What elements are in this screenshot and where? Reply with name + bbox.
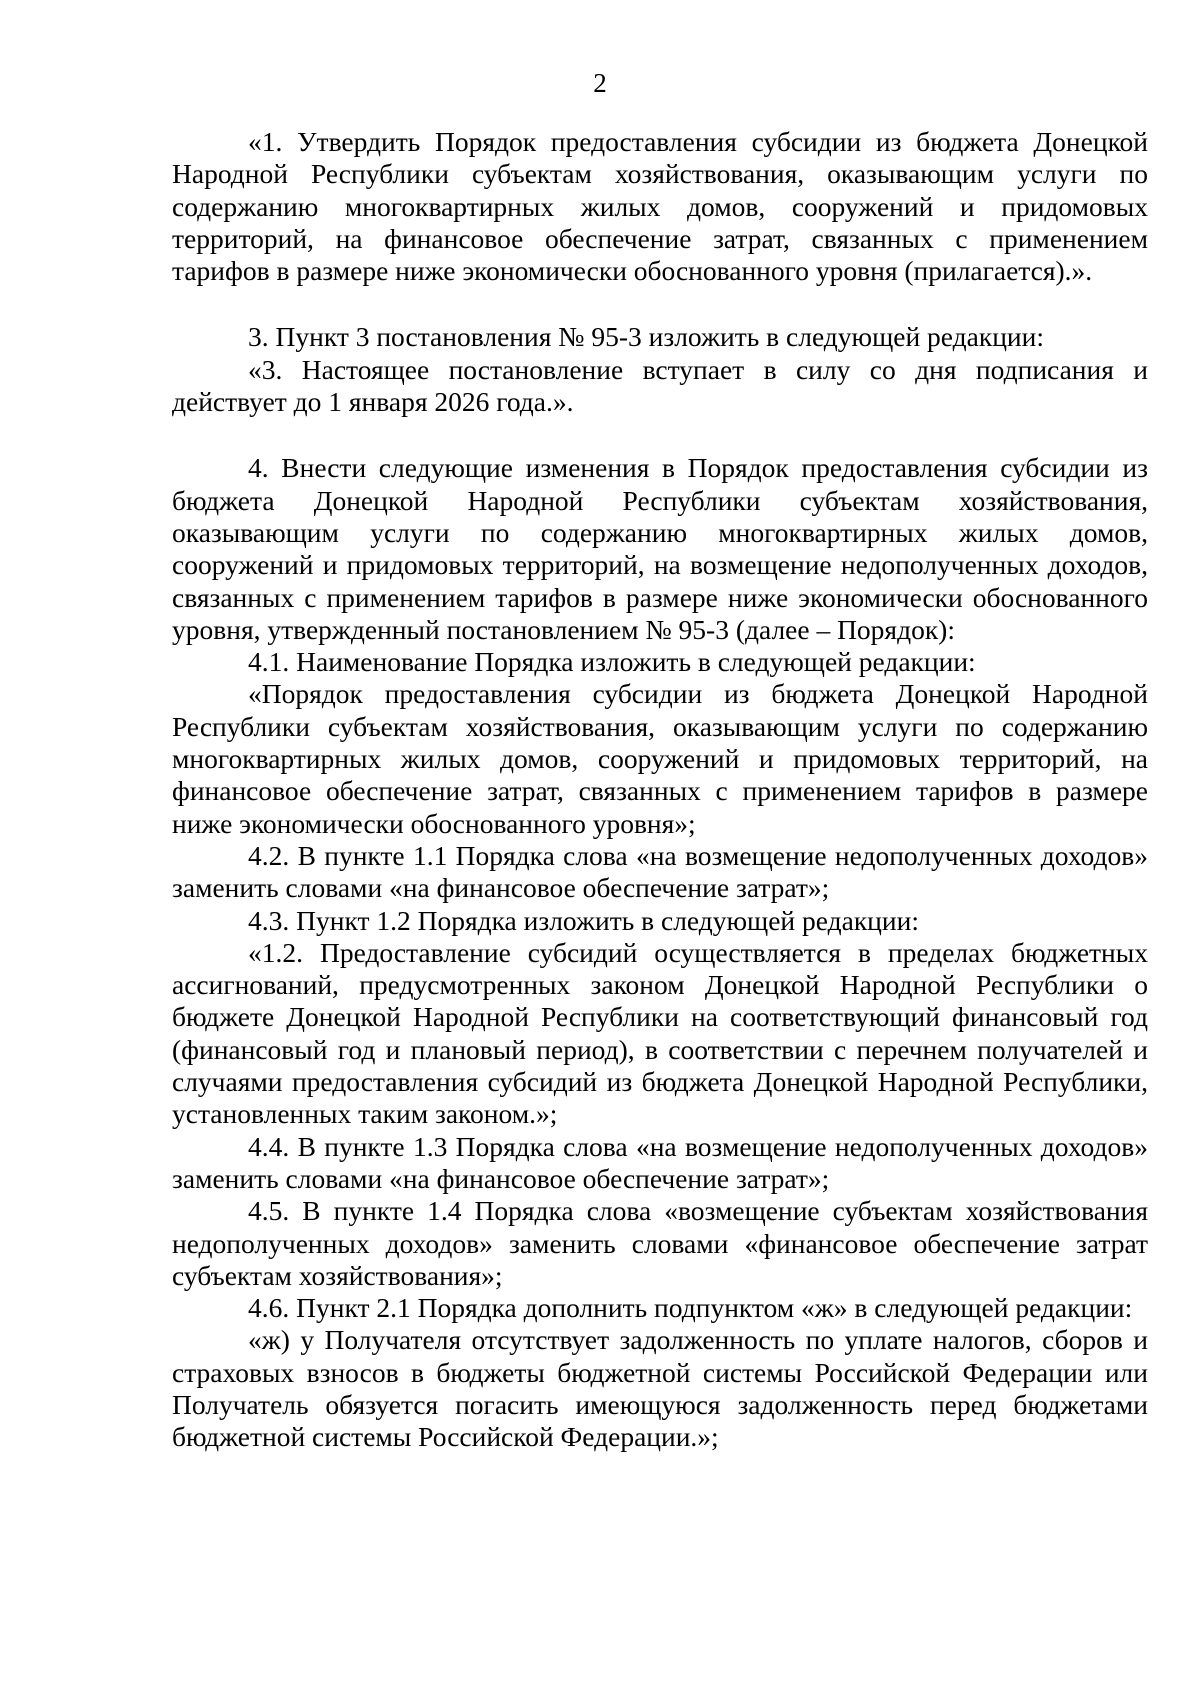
paragraph-item-3-quote: «3. Настоящее постановление вступает в силу со дня подписания и действует до 1 января 2026 года.». xyxy=(172,353,1148,418)
paragraph-item-4-3: 4.3. Пункт 1.2 Порядка изложить в следующей редакции: xyxy=(248,904,919,936)
paragraph-item-4-5: 4.5. В пункте 1.4 Порядка слова «возмещение субъектам хозяйствования недополученных доходов» заменить словами «финансовое обеспечение затрат субъектам хозяйствования»; xyxy=(172,1195,1148,1291)
paragraph-item-4-2: 4.2. В пункте 1.1 Порядка слова «на возмещение недополученных доходов» заменить словами «на финансовое обеспечение затрат»; xyxy=(172,839,1148,904)
paragraph-item-4: 4. Внести следующие изменения в Порядок предоставления субсидии из бюджета Донецкой Народной Республики субъектам хозяйствования, оказывающим услуги по содержанию многоквартирных жилых домов, сооружений и придомовых территорий, на возмещение недополученных доходов, связанных с применением тарифов в размере ниже экономически обоснованного уровня, утвержденный постановлением № 95-3 (далее – Порядок): xyxy=(172,452,1148,645)
page-number: 2 xyxy=(593,68,607,98)
paragraph-spacer xyxy=(172,418,1148,452)
paragraph-item-4-4: 4.4. В пункте 1.3 Порядка слова «на возмещение недополученных доходов» заменить словами «на финансовое обеспечение затрат»; xyxy=(172,1130,1148,1194)
paragraph-item-4-6-quote: «ж) у Получателя отсутствует задолженность по уплате налогов, сборов и страховых взносов в бюджеты бюджетной системы Российской Федерации или Получатель обязуется погасить имеющуюся задолженность перед бюджетами бюджетной системы Российской Федерации.»; xyxy=(172,1324,1148,1453)
paragraph-item-4-6: 4.6. Пункт 2.1 Порядка дополнить подпунктом «ж» в следующей редакции: xyxy=(248,1292,1133,1324)
paragraph-item-4-1: 4.1. Наименование Порядка изложить в следующей редакции: xyxy=(248,646,976,678)
paragraph-approve-procedure: «1. Утвердить Порядок предоставления субсидии из бюджета Донецкой Народной Республики субъектам хозяйствования, оказывающим услуги по содержанию многоквартирных жилых домов, сооружений и придомовых территорий, на финансовое обеспечение затрат, связанных с применением тарифов в размере ниже экономически обоснованного уровня (прилагается).». xyxy=(172,126,1148,287)
paragraph-item-4-3-quote: «1.2. Предоставление субсидий осуществляется в пределах бюджетных ассигнований, предусмотренных законом Донецкой Народной Республики о бюджете Донецкой Народной Республики на соответствующий финансовый год (финансовый год и плановый период), в соответствии с перечнем получателей и случаями предоставления субсидий из бюджета Донецкой Народной Республики, установленных таким законом.»; xyxy=(172,936,1148,1130)
paragraph-spacer xyxy=(172,287,1148,321)
paragraph-item-3: 3. Пункт 3 постановления № 95-3 изложить в следующей редакции: xyxy=(248,321,1044,353)
document-body xyxy=(172,126,1148,1454)
paragraph-item-4-1-quote: «Порядок предоставления субсидии из бюджета Донецкой Народной Республики субъектам хозяйствования, оказывающим услуги по содержанию многоквартирных жилых домов, сооружений и придомовых территорий, на финансовое обеспечение затрат, связанных с применением тарифов в размере ниже экономически обоснованного уровня»; xyxy=(172,678,1148,839)
